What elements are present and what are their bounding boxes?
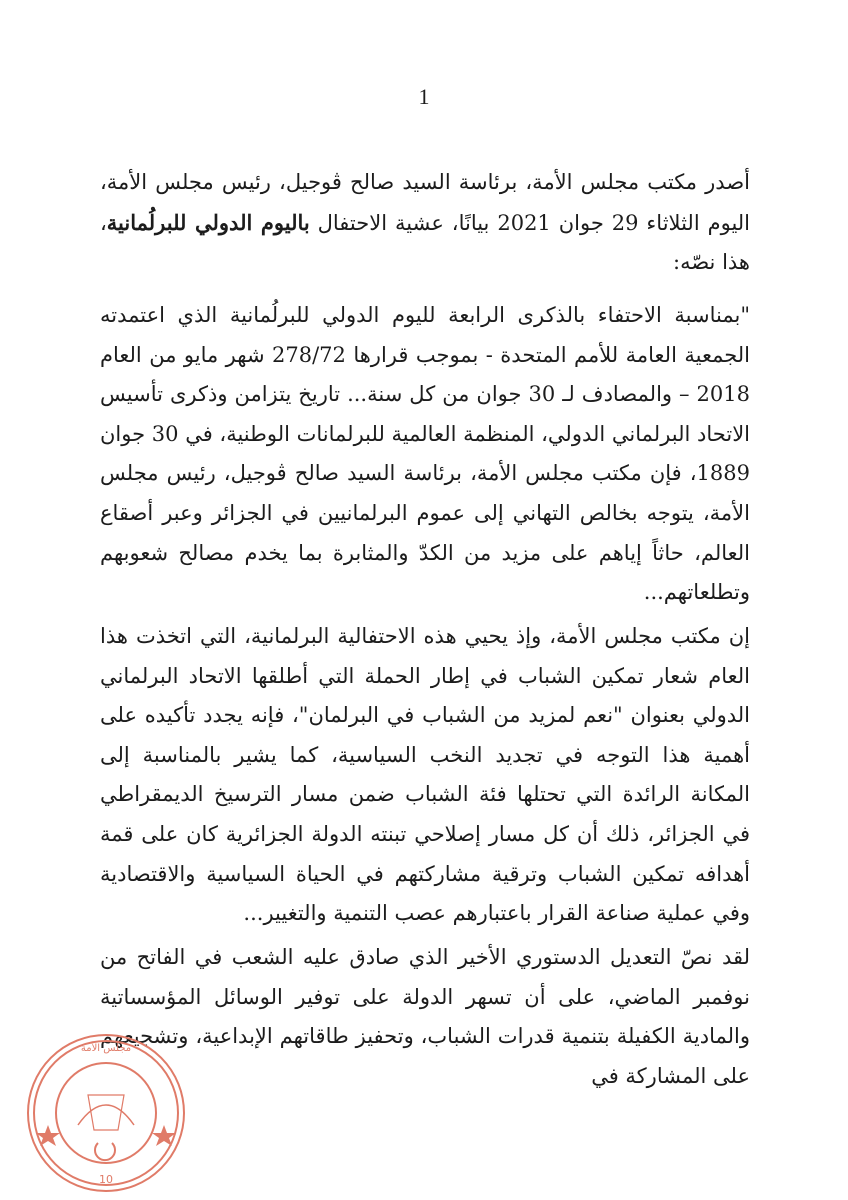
paragraph-constitutional-amendment: لقد نصّ التعديل الدستوري الأخير الذي صادق عليه الشعب في الفاتح من نوفمبر الماضي، على أن تسهر الدولة على توفير الوسائل المؤسساتية والمادية الكفيلة بتنمية قدرات الشباب، وتحفيز طاقاتهم الإبداعية، وتشجيعهم على المشاركة في (100, 945, 750, 1088)
paragraph-announcement-bold-phrase: باليوم الدولي للبرلُمانية (106, 209, 310, 235)
paragraph-announcement-text-after: ، هذا نصّه: (100, 210, 750, 275)
page-number: 1 (418, 84, 430, 109)
stamp-number: 10 (99, 1173, 113, 1186)
paragraph-statement-opening: "بمناسبة الاحتفاء بالذكرى الرابعة لليوم الدولي للبرلُمانية الذي اعتمدته الجمعية العامة للأمم المتحدة - بموجب قرارها 278/72 شهر مايو من العام 2018 – والمصادف لـ 30 جوان من كل سنة... تاريخ يتزامن وذكرى تأسيس الاتحاد البرلماني الدولي، المنظمة العالمية للبرلمانات الوطنية، في 30 جوان 1889، فإن مكتب مجلس الأمة، برئاسة السيد صالح ڨوجيل، رئيس مجلس الأمة، يتوجه بخالص التهاني إلى عموم البرلمانيين في الجزائر وعبر أصقاع العالم، حاثاً إياهم على مزيد من الكدّ والمثابرة بما يخدم مصالح شعوبهم وتطلعاتهم... (100, 303, 751, 605)
paragraph-announcement-text-before: أصدر مكتب مجلس الأمة، برئاسة السيد صالح ڨوجيل، رئيس مجلس الأمة، اليوم الثلاثاء 29 جوان 2021 بيانًا، عشية الاحتفال (100, 170, 751, 235)
paragraph-youth-empowerment: إن مكتب مجلس الأمة، وإذ يحيي هذه الاحتفالية البرلمانية، التي اتخذت هذا العام شعار تمكين الشباب في إطار الحملة التي أطلقها الاتحاد البرلماني الدولي بعنوان "نعم لمزيد من الشباب في البرلمان"، فإنه يجدد تأكيده على أهمية هذا التوجه في تجديد النخب السياسية، كما يشير بالمناسبة إلى المكانة الرائدة التي تحتلها فئة الشباب ضمن مسار الترسيخ الديمقراطي في الجزائر، ذلك أن كل مسار إصلاحي تبنته الدولة الجزائرية كان على قمة أهدافه تمكين الشباب وترقية مشاركتهم في الحياة السياسية والاقتصادية وفي عملية صناعة القرار باعتبارهم عصب التنمية والتغيير... (100, 624, 750, 926)
stamp-ring-text: مجلس الأمة (80, 1043, 132, 1054)
official-seal-stamp (18, 1025, 198, 1200)
paragraph-announcement (100, 163, 750, 283)
